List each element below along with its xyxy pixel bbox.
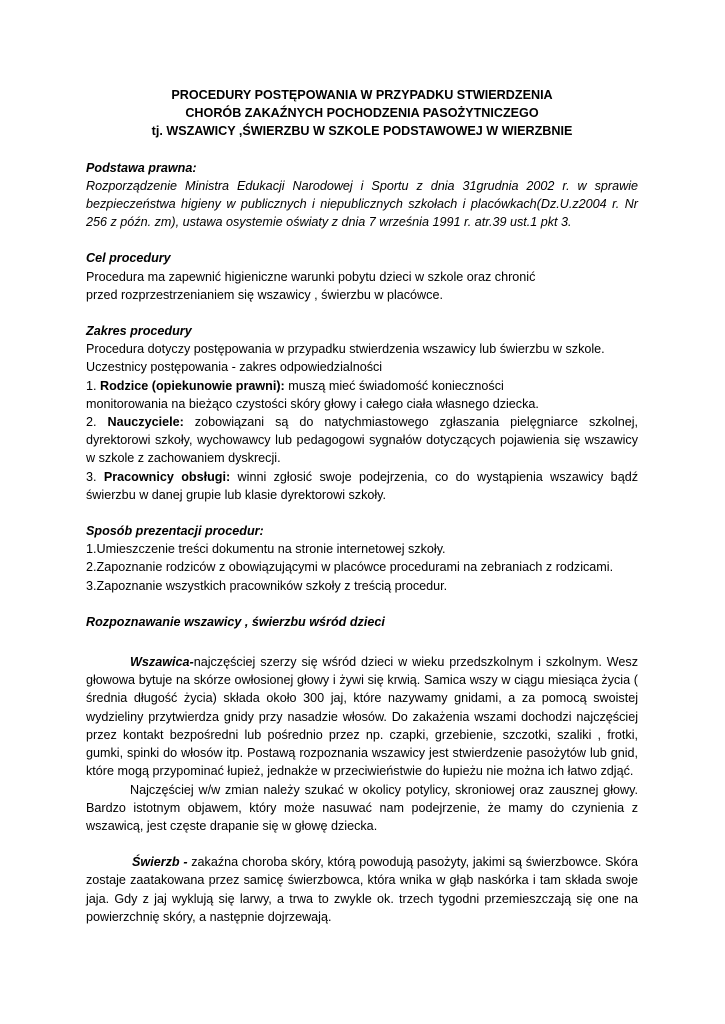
scope-item-2-label: Nauczyciele: bbox=[107, 415, 184, 430]
scope-line-1: Procedura dotyczy postępowania w przypadku stwierdzenia wszawicy lub świerzbu w szkole. bbox=[86, 342, 605, 357]
presentation-item: 2.Zapoznanie rodziców z obowiązującymi w placówce procedurami na zebraniach z rodzicami. bbox=[86, 560, 614, 575]
scope-item-2-text: zobowiązani są do natychmiastowego zgłaszania pielęgniarce szkolnej, dyrektorowi szkoły, wychowawcy lub pedagogowi sygnałów dotyczących pojawienia się wszawicy w szkole z zachowaniem dyskrecji. bbox=[86, 415, 638, 466]
lice-paragraph-2: Najczęściej w/w zmian należy szukać w okolicy potylicy, skroniowej oraz zausznej głowy. Bardzo istotnym objawem, który może nasuwać nam podejrzenie, że mamy do czynienia z wszawicą, jest częste drapanie się w głowę dziecka. bbox=[86, 782, 638, 833]
goal-line-2: przed rozprzestrzenianiem się wszawicy , świerzbu w placówce. bbox=[86, 287, 443, 302]
scope-item-3 bbox=[86, 468, 638, 504]
scabies-paragraph bbox=[86, 853, 638, 926]
scabies-section bbox=[86, 853, 638, 926]
scope-item-1-label: Rodzice (opiekunowie prawni): bbox=[100, 378, 285, 393]
scope-line-2: Uczestnicy postępowania - zakres odpowiedzialności bbox=[86, 360, 383, 375]
title-line-2: CHORÓB ZAKAŹNYCH POCHODZENIA PASOŻYTNICZEGO bbox=[185, 106, 539, 121]
scope-item-3-text: winni zgłosić swoje podejrzenia, co do wystąpienia wszawicy bądź świerzbu w danej grupie lub klasie dyrektorowi szkoły. bbox=[86, 469, 638, 502]
scabies-text: zakaźna choroba skóry, którą powodują pasożyty, jakimi są świerzbowce. Skóra zostaje zaatakowana przez samicę świerzbowca, która wnika w głąb naskórka i tam składa swoje jaja. Gdy z jaj wyklują się larwy, a trwa to zwykle ok. trzech tygodni przemieszczają się one na powierzchnię skóry, a następnie dojrzewają. bbox=[86, 855, 638, 924]
scabies-term: Świerzb - bbox=[132, 855, 188, 870]
scope-item-2-number: 2. bbox=[86, 415, 97, 430]
goal-section bbox=[86, 249, 638, 304]
title-line-3: tj. WSZAWICY ,ŚWIERZBU W SZKOLE PODSTAWOWEJ W WIERZBNIE bbox=[151, 124, 573, 139]
lice-section bbox=[86, 653, 638, 835]
legal-basis-text: Rozporządzenie Ministra Edukacji Narodowej i Sportu z dnia 31grudnia 2002 r. w sprawie bezpieczeństwa higieny w publicznych i niepublicznych szkołach i placówkach(Dz.U.z2004 r. Nr 256 z późn. zm), ustawa osystemie oświaty z dnia 7 września 1991 r. atr.39 ust.1 pkt 3. bbox=[86, 178, 638, 230]
presentation-heading: Sposób prezentacji procedur: bbox=[86, 524, 264, 539]
recognition-section bbox=[86, 613, 638, 631]
lice-text: najczęściej szerzy się wśród dzieci w wieku przedszkolnym i szkolnym. Wesz głowowa bytuje na skórze owłosionej głowy i żywi się krwią. Samica wszy w ciągu miesiąca życia ( średnia długość życia) składa około 300 jaj, które nazywamy gnidami, a za pomocą swoistej wydzieliny przytwierdza gnidy przy nasadzie włosów. Do zakażenia wszami dochodzi najczęściej przez kontakt bezpośredni lub pośrednio przez np. czapki, grzebienie, szczotki, szaliki , frotki, gumki, spinki do włosów itp. Postawą rozpoznania wszawicy jest stwierdzenie pasożytów lub gnid, które mogą przypominać łupież, jednakże w przeciwieństwie do łupieżu nie można ich łatwo zdjąć. bbox=[86, 655, 638, 779]
presentation-section bbox=[86, 522, 638, 595]
lice-term: Wszawica- bbox=[130, 655, 194, 670]
presentation-item: 3.Zapoznanie wszystkich pracowników szkoły z treścią procedur. bbox=[86, 578, 448, 593]
scope-item-2 bbox=[86, 413, 638, 468]
scope-item-3-label: Pracownicy obsługi: bbox=[103, 469, 231, 484]
document-page bbox=[86, 86, 638, 926]
legal-basis-section bbox=[86, 159, 638, 232]
recognition-heading: Rozpoznawanie wszawicy , świerzbu wśród dzieci bbox=[86, 614, 385, 629]
goal-heading: Cel procedury bbox=[86, 251, 171, 266]
scope-item-3-number: 3. bbox=[86, 469, 97, 484]
scope-item-1-line-2: monitorowania na bieżąco czystości skóry głowy i całego ciała własnego dziecka. bbox=[86, 396, 539, 411]
title-line-1: PROCEDURY POSTĘPOWANIA W PRZYPADKU STWIERDZENIA bbox=[171, 88, 553, 102]
document-title bbox=[86, 86, 638, 141]
scope-item-1-text: muszą mieć świadomość konieczności bbox=[284, 378, 504, 393]
goal-line-1: Procedura ma zapewnić higieniczne warunki pobytu dzieci w szkole oraz chronić bbox=[86, 269, 536, 284]
scope-section bbox=[86, 322, 638, 504]
scope-heading: Zakres procedury bbox=[86, 324, 192, 339]
presentation-item: 1.Umieszczenie treści dokumentu na stronie internetowej szkoły. bbox=[86, 542, 446, 557]
scope-item-1 bbox=[86, 377, 638, 395]
lice-paragraph bbox=[86, 653, 638, 780]
legal-basis-heading: Podstawa prawna: bbox=[86, 160, 197, 175]
scope-item-1-number: 1. bbox=[86, 378, 97, 393]
